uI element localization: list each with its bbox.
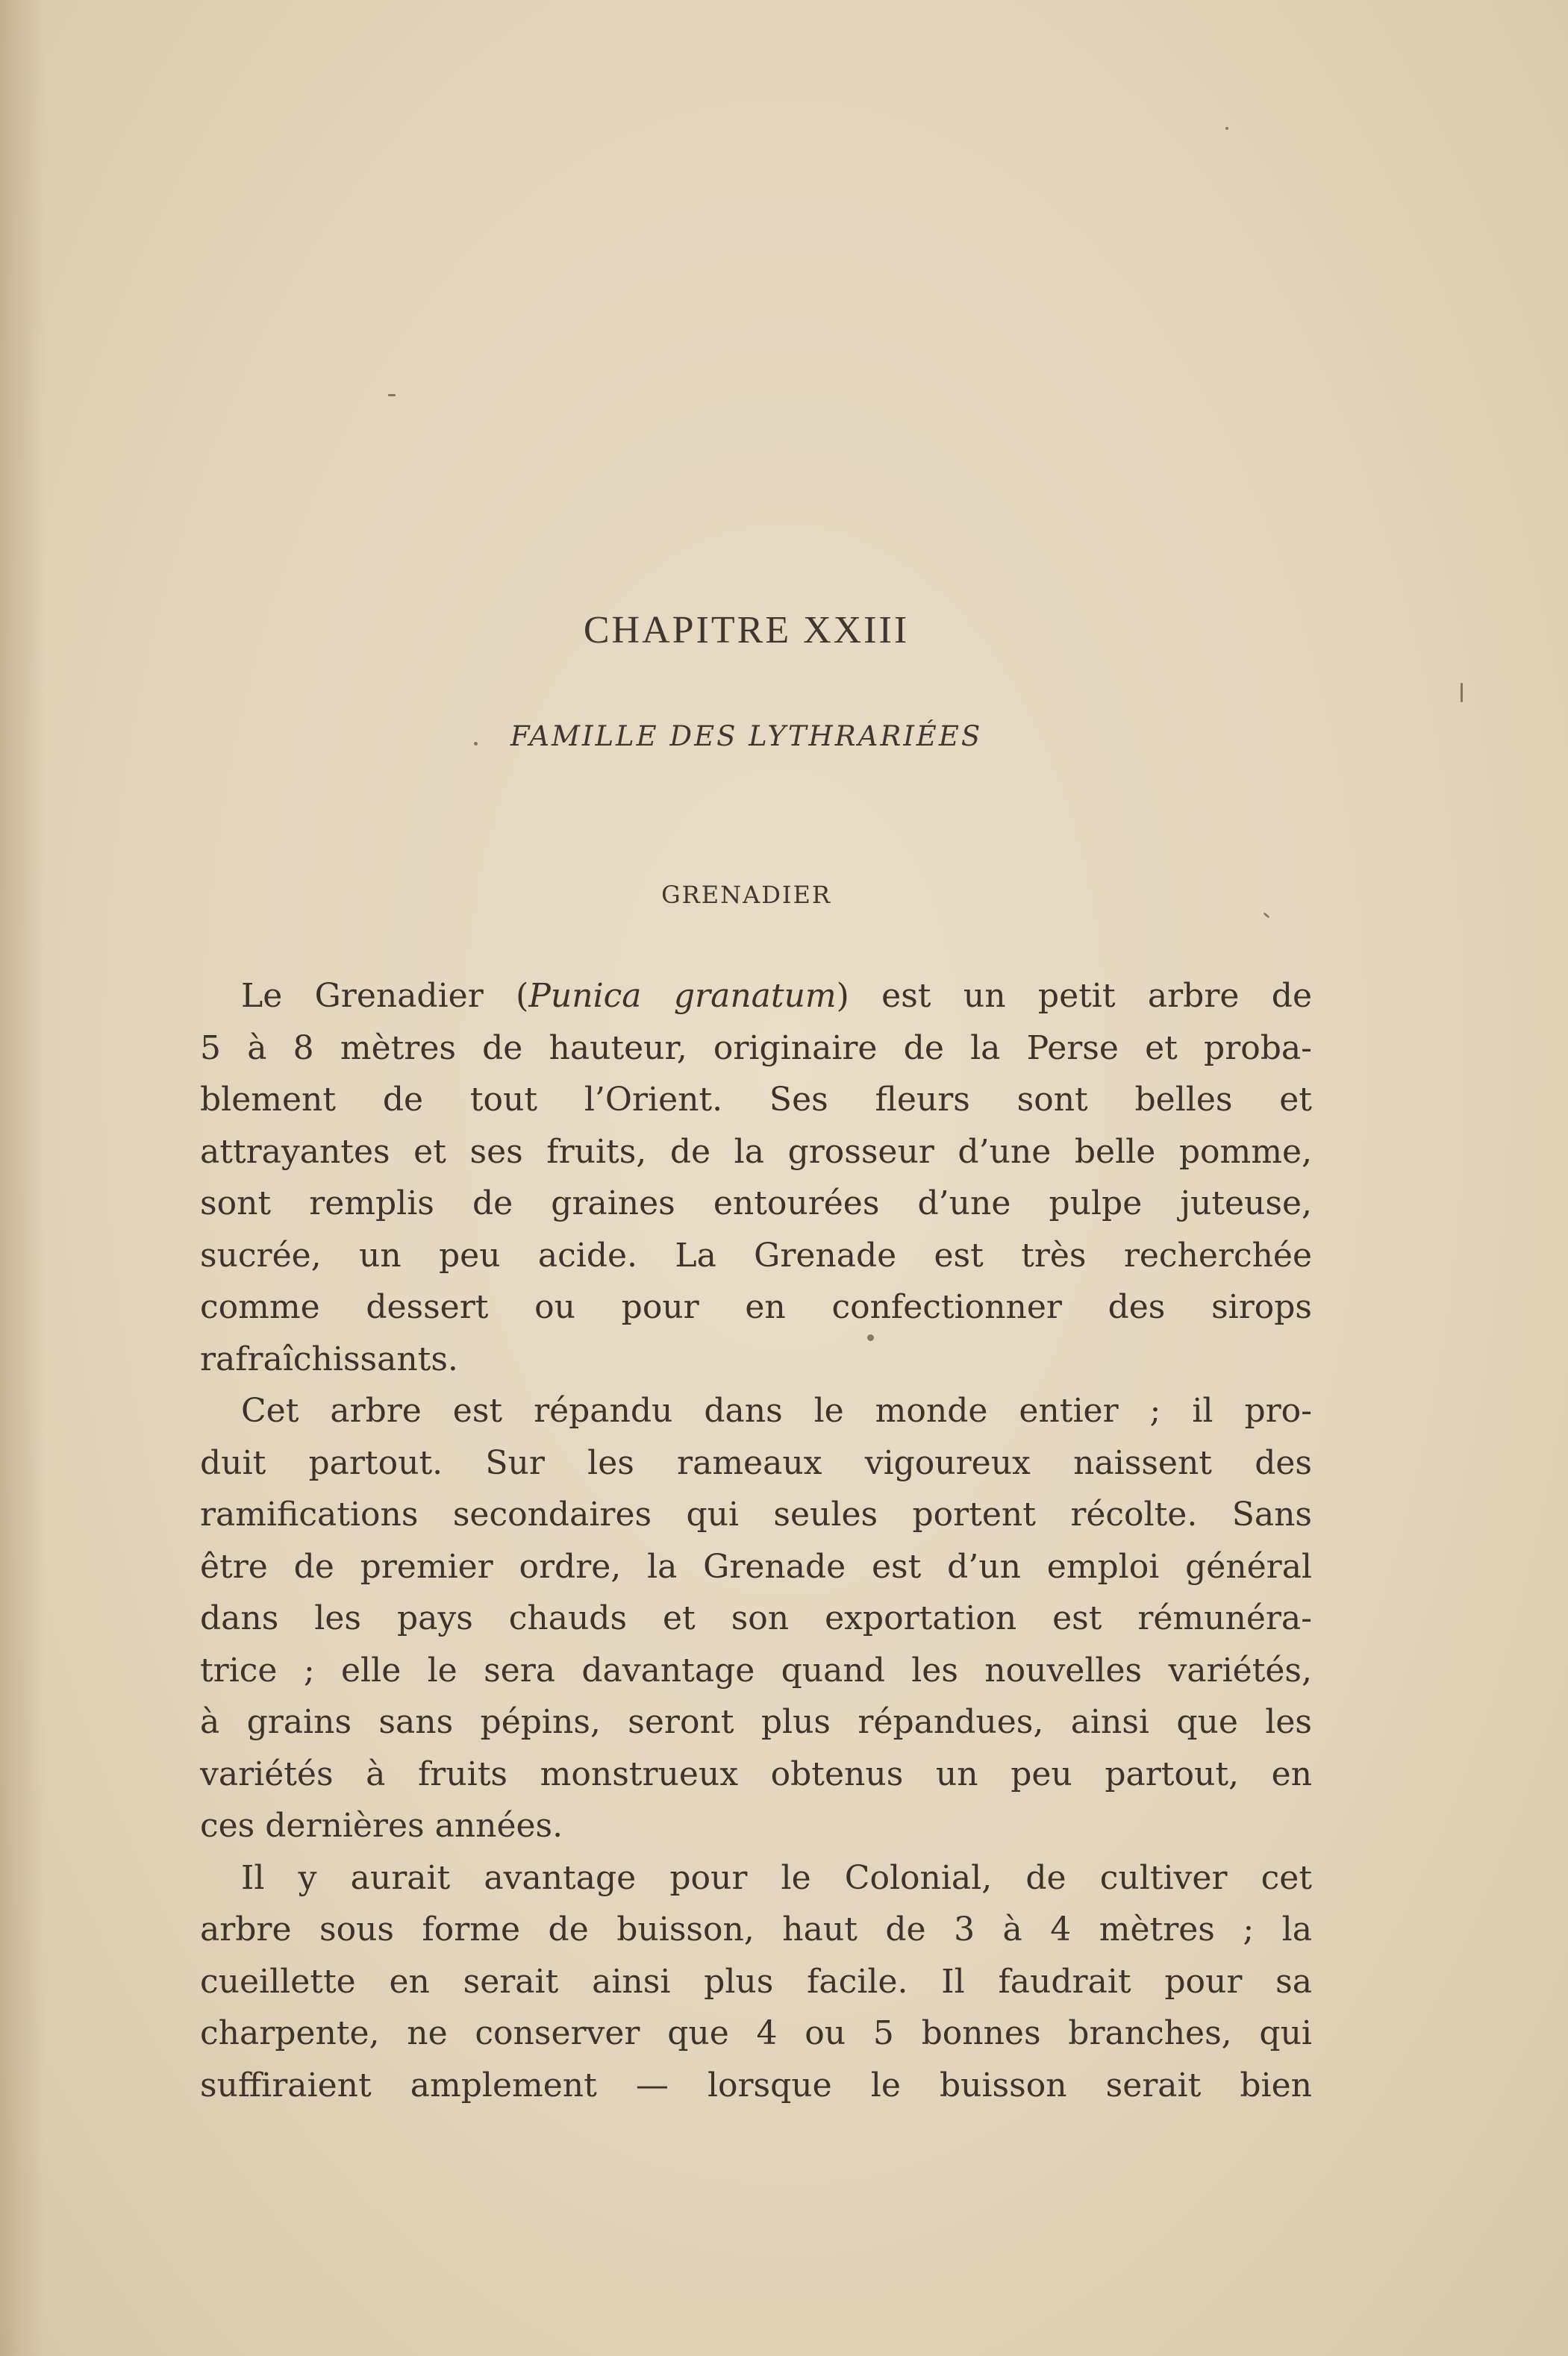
paper-speck	[1263, 912, 1270, 919]
paper-speck	[1461, 683, 1463, 702]
scientific-name: Punica granatum	[528, 977, 837, 1015]
text-line: ces dernières années.	[200, 1807, 563, 1845]
section-title: GRENADIER	[661, 881, 831, 909]
text-line: Il y aurait avantage pour le Colonial, de cultiver cet	[241, 1858, 1312, 1897]
text-line: charpente, ne conserver que 4 ou 5 bonnes branches, qui	[200, 2014, 1312, 2052]
text-line: sucrée, un peu acide. La Grenade est très recherchée	[200, 1236, 1312, 1275]
text-line: variétés à fruits monstrueux obtenus un peu partout, en	[200, 1754, 1312, 1793]
text-line: rafraîchissants.	[200, 1340, 458, 1378]
text-line: suffiraient amplement — lorsque le buisson serait bien	[200, 2066, 1312, 2105]
paper-speck	[474, 742, 478, 746]
body-text	[200, 970, 1312, 2111]
text-line: arbre sous forme de buisson, haut de 3 à 4 mètres ; la	[200, 1910, 1312, 1949]
text-line: dans les pays chauds et son exportation est rémunéra-	[200, 1599, 1312, 1637]
text-line: sont remplis de graines entourées d’une pulpe juteuse,	[200, 1184, 1312, 1222]
text-line: ramifications secondaires qui seules portent récolte. Sans	[200, 1496, 1312, 1534]
text-line: blement de tout l’Orient. Ses fleurs sont belles et	[200, 1081, 1312, 1119]
text-line: comme dessert ou pour en confectionner des sirops	[200, 1288, 1312, 1326]
text-line: à grains sans pépins, seront plus répandues, ainsi que les	[200, 1703, 1312, 1741]
paper-speck	[1225, 127, 1228, 130]
text-line: être de premier ordre, la Grenade est d’un emploi général	[200, 1547, 1312, 1586]
text-line: trice ; elle le sera davantage quand les nouvelles variétés,	[200, 1651, 1312, 1690]
paper-speck	[388, 394, 396, 396]
paper-speck	[867, 1334, 874, 1341]
text-line: cueillette en serait ainsi plus facile. Il faudrait pour sa	[200, 1962, 1312, 2001]
family-title: FAMILLE DES LYTHRARIÉES	[510, 720, 983, 752]
text-line: Cet arbre est répandu dans le monde entier ; il pro-	[241, 1392, 1312, 1430]
text-line: 5 à 8 mètres de hauteur, originaire de la Perse et proba-	[200, 1028, 1312, 1067]
chapter-title: CHAPITRE XXIII	[583, 609, 910, 652]
text-line: Le Grenadier (Punica granatum) est un petit arbre de	[241, 977, 1312, 1015]
text-line: duit partout. Sur les rameaux vigoureux naissent des	[200, 1443, 1312, 1482]
text-line: attrayantes et ses fruits, de la grosseur d’une belle pomme,	[200, 1132, 1312, 1171]
